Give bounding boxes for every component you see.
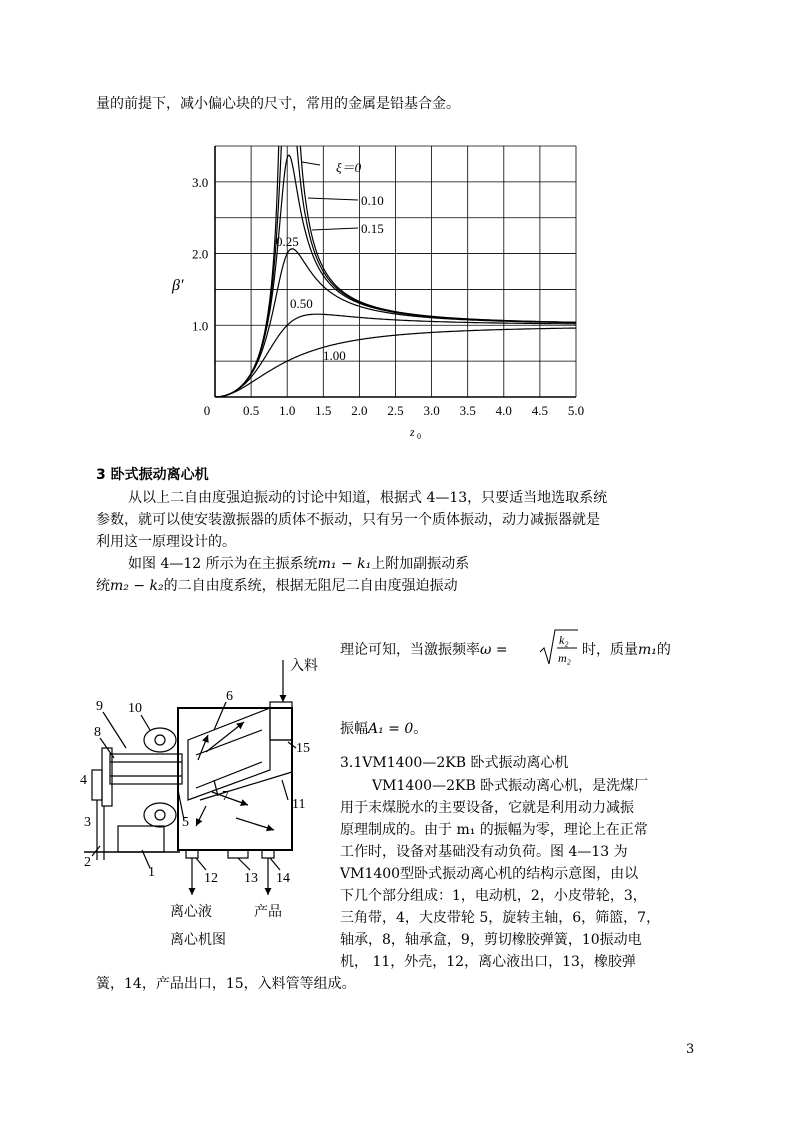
label-5: 5 — [182, 815, 189, 830]
x-tick-label: 2.5 — [387, 403, 404, 418]
x-tick-label: 4.5 — [531, 403, 549, 418]
product-label: 产品 — [254, 905, 282, 920]
centrifuge-figure — [78, 650, 338, 950]
theory-line: 理论可知，当激振频率ω = — [340, 642, 508, 658]
x-tick-label: 1.0 — [279, 403, 296, 418]
chart-grid — [215, 146, 576, 397]
x-tick-labels — [204, 403, 584, 418]
x-tick-label: 3.5 — [459, 403, 476, 418]
label-14: 14 — [276, 871, 290, 886]
svg-text:k₂: k₂ — [559, 633, 569, 647]
x-tick-label: 3.0 — [423, 403, 440, 418]
sqrt-fraction — [538, 628, 580, 668]
body-line-4: 工作时，设备对基础没有动负荷。图 4—13 为 — [340, 844, 628, 860]
body-line-2: 用于末煤脱水的主要设备，它就是利用动力减振 — [340, 800, 634, 816]
x-tick-label: 1.5 — [315, 403, 332, 418]
series-label: 0.25 — [276, 234, 299, 249]
x-axis-label: z — [410, 425, 415, 439]
y-tick-label: 3.0 — [192, 174, 209, 190]
body-line-8: 轴承，8，轴承盒，9，剪切橡胶弹簧，10振动电 — [340, 932, 642, 948]
theory-line-end: 时，质量m₁的 — [582, 642, 671, 658]
series-label: 0.15 — [361, 221, 384, 236]
body-line-5: VM1400型卧式振动离心机的结构示意图，由以 — [340, 866, 639, 882]
series-label: 0.50 — [290, 296, 313, 311]
label-8: 8 — [94, 725, 101, 740]
series-label: ξ＝0 — [336, 160, 362, 175]
series-label: 1.00 — [323, 348, 346, 363]
para2-line1: 如图 4—12 所示为在主振系统m₁ − k₁上附加副振动系 — [128, 556, 470, 572]
label-2: 2 — [84, 855, 91, 870]
liquid-label: 离心液 — [170, 905, 212, 920]
body-line-9: 机， 11，外壳，12，离心液出口，13，橡胶弹 — [340, 954, 636, 970]
label-12: 12 — [204, 871, 218, 886]
x-tick-label: 2.0 — [351, 403, 368, 418]
x-tick-label: 4.0 — [495, 403, 512, 418]
intro-line: 量的前提下，减小偏心块的尺寸，常用的金属是铅基合金。 — [96, 96, 460, 112]
series-labels — [276, 160, 384, 363]
section-heading: 3 卧式振动离心机 — [96, 467, 209, 483]
page-number: 3 — [686, 1042, 695, 1057]
body-line-3: 原理制成的。由于 m₁ 的振幅为零，理论上在正常 — [340, 822, 648, 838]
body-line-1: VM1400—2KB 卧式振动离心机，是洗煤厂 — [372, 778, 649, 794]
x-tick-label: 0.5 — [242, 403, 260, 418]
figure-caption: 离心机图 — [170, 933, 226, 948]
label-7: 7 — [222, 789, 229, 804]
x-tick-label: 0 — [203, 403, 211, 418]
subsection-heading: 3.1VM1400—2KB 卧式振动离心机 — [340, 755, 569, 771]
label-13: 13 — [244, 871, 258, 886]
y-tick-label: 1.0 — [192, 318, 209, 334]
label-1: 1 — [148, 865, 155, 880]
para1-line2: 参数，就可以使安装激振器的质体不振动，只有另一个质体振动，动力减振器就是 — [96, 512, 600, 528]
body-line-6: 下几个部分组成：1，电动机，2，小皮带轮，3， — [340, 888, 647, 904]
label-15: 15 — [296, 741, 310, 756]
series-leader-line — [308, 198, 358, 200]
para1-line3: 利用这一原理设计的。 — [96, 534, 236, 550]
label-3: 3 — [84, 815, 91, 830]
x-tick-label: 5.0 — [567, 403, 585, 418]
series-label: 0.10 — [361, 193, 384, 208]
x-axis-label-sub: 0 — [417, 432, 421, 441]
final-line: 簧，14，产品出口，15，入料管等组成。 — [96, 976, 356, 992]
label-10: 10 — [128, 701, 142, 716]
para2-line2: 统m₂ − k₂的二自由度系统，根据无阻尼二自由度强迫振动 — [96, 578, 458, 594]
series-leader-line — [312, 228, 358, 230]
para1-line1: 从以上二自由度强迫振动的讨论中知道，根据式 4—13，只要适当地选取系统 — [128, 490, 608, 506]
feed-label: 入料 — [290, 659, 318, 674]
label-4: 4 — [80, 773, 87, 788]
svg-text:m₂: m₂ — [558, 651, 571, 665]
label-6: 6 — [226, 689, 233, 704]
label-9: 9 — [96, 699, 103, 714]
y-axis-label: β′ — [172, 277, 184, 294]
y-tick-labels — [192, 175, 208, 333]
label-11: 11 — [292, 797, 306, 812]
body-line-7: 三角带，4，大皮带轮 5，旋转主轴，6，筛篮，7， — [340, 910, 661, 926]
amplitude-line: 振幅A₁ = 0。 — [340, 721, 428, 737]
series-leader-line — [302, 162, 320, 165]
y-tick-label: 2.0 — [192, 246, 209, 262]
